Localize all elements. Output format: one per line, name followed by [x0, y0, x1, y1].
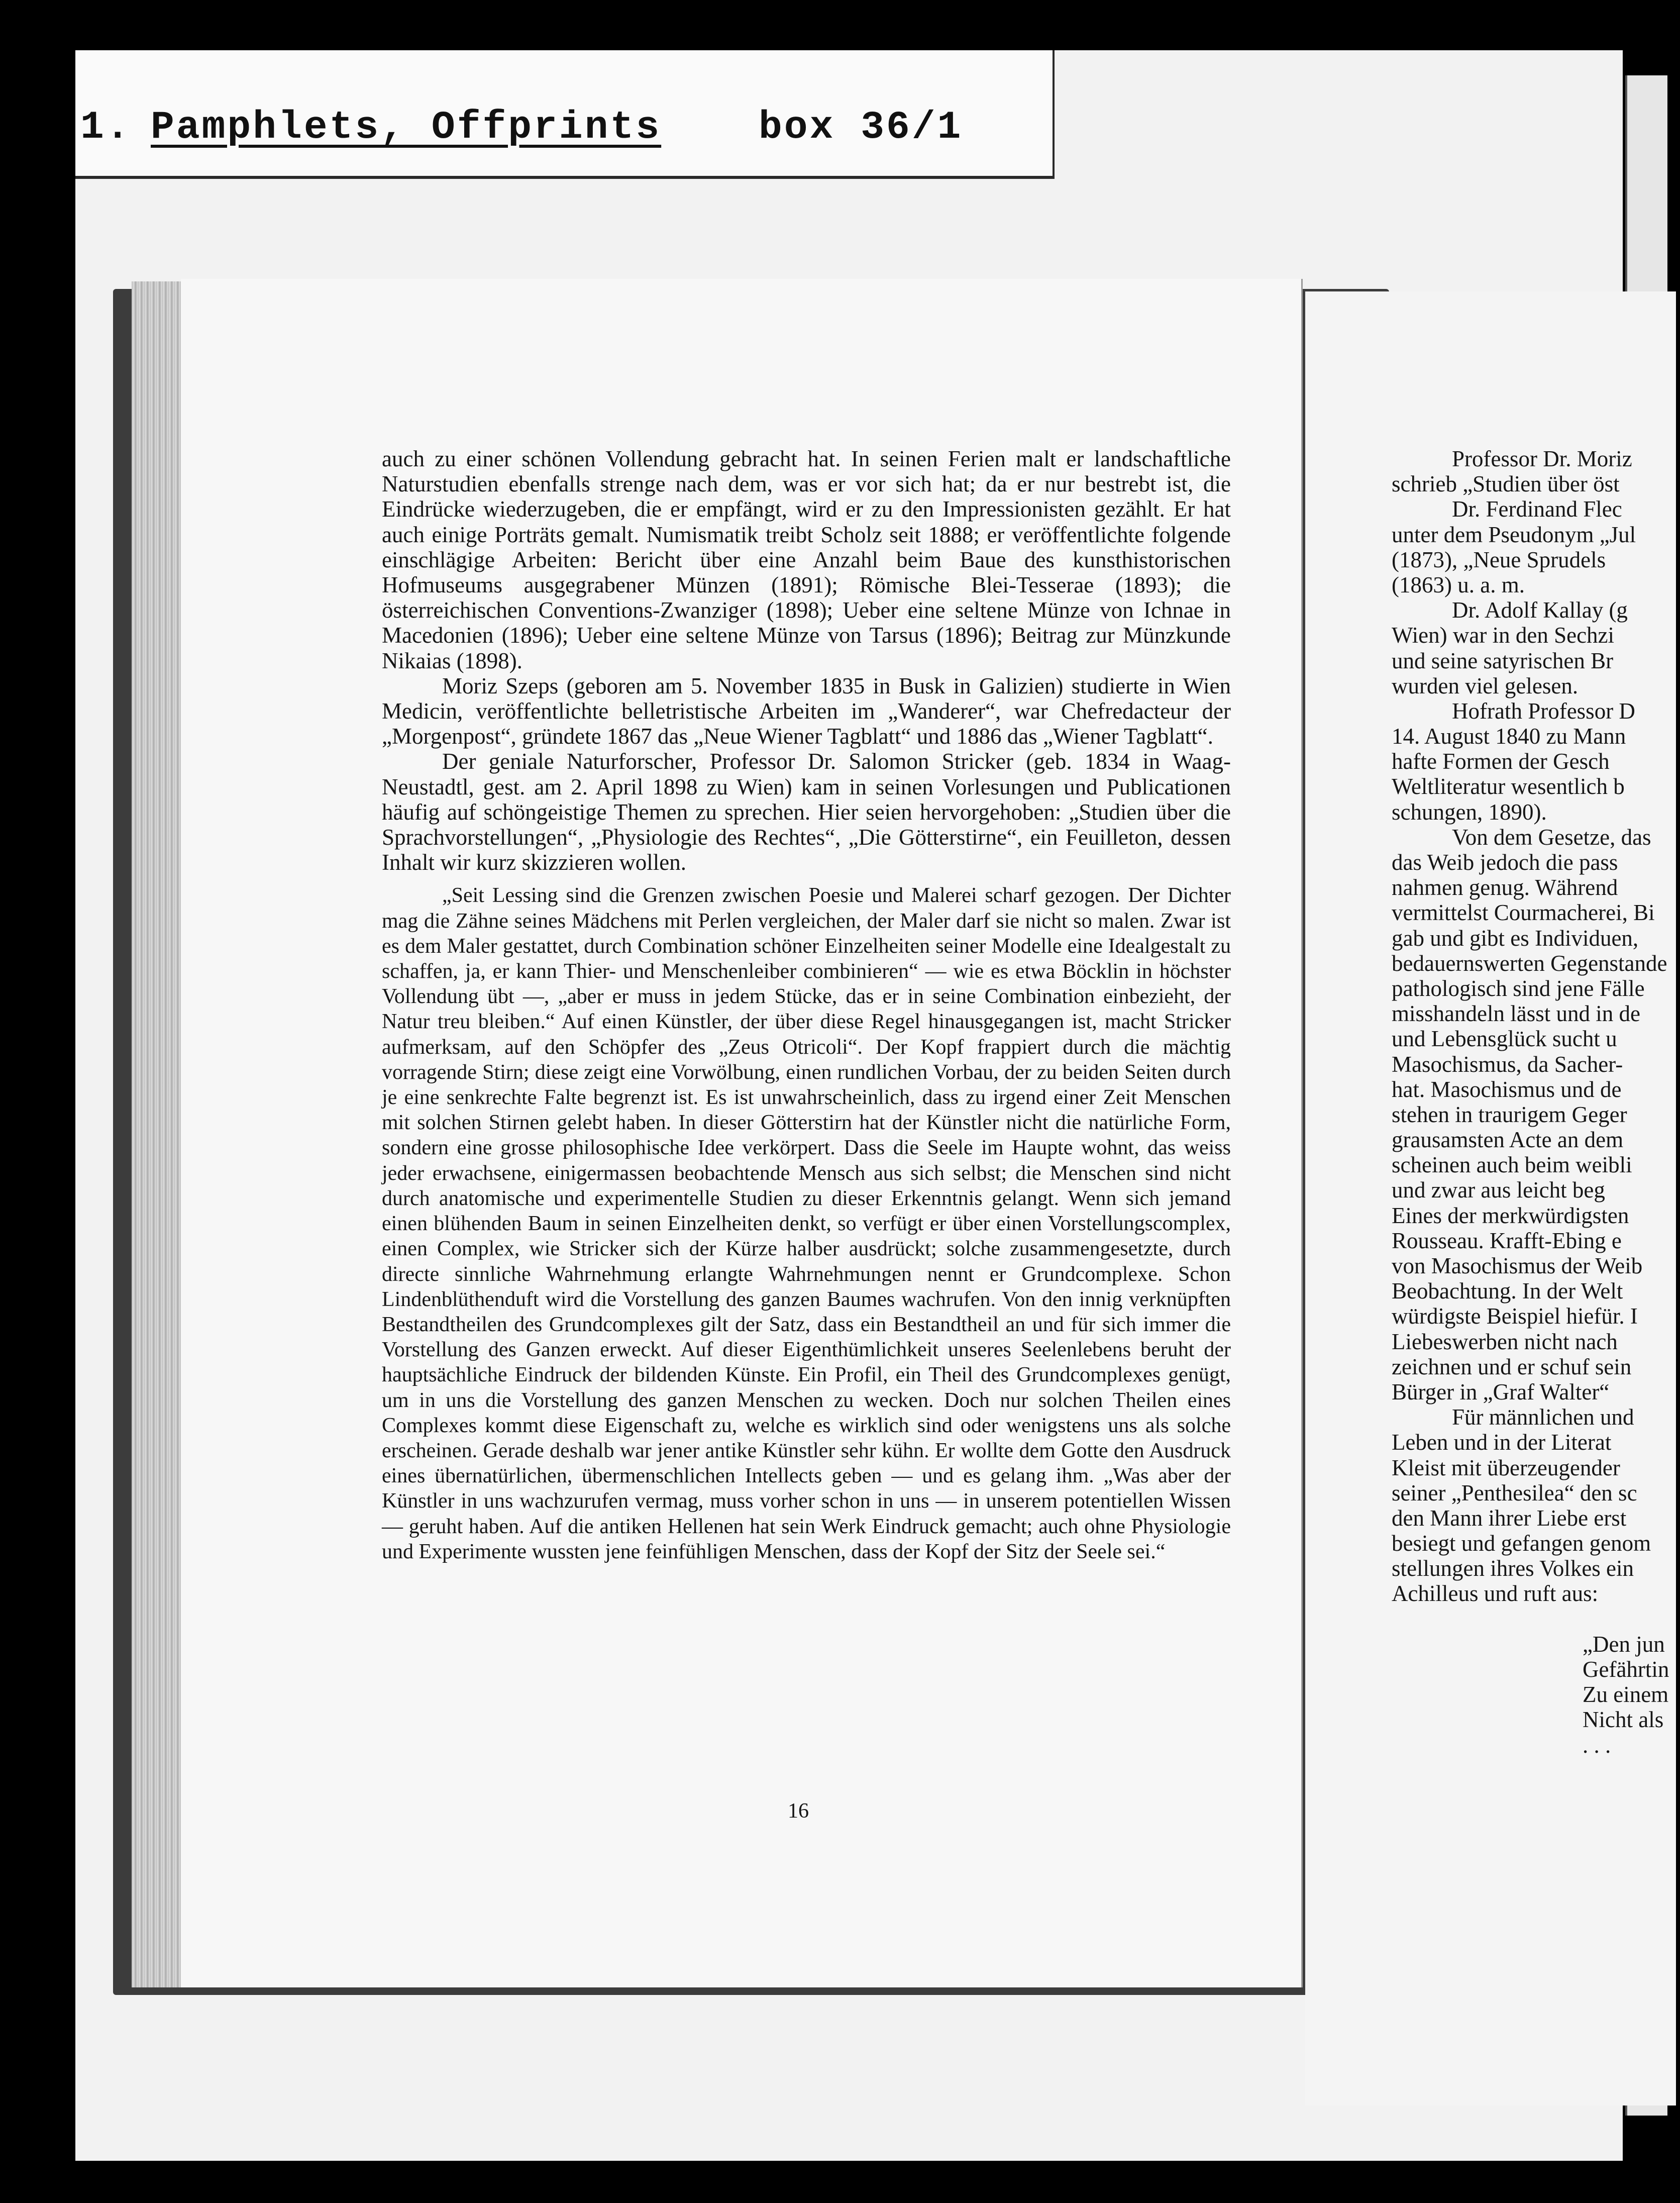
text-line: stehen in traurigem Geger	[1392, 1101, 1627, 1127]
text-line: Kleist mit überzeugender	[1392, 1455, 1620, 1480]
text-line: Leben und in der Literat	[1392, 1430, 1612, 1455]
text-line: Professor Dr. Moriz	[1452, 446, 1632, 471]
text-line: zeichnen und er schuf sein	[1392, 1354, 1632, 1379]
text-line: Wien) war in den Sechzi	[1392, 623, 1615, 648]
text-line	[1392, 1607, 1680, 1632]
text-line: schungen, 1890).	[1392, 799, 1547, 825]
text-line: Beobachtung. In der Welt	[1392, 1278, 1623, 1304]
text-line: besiegt und gefangen genom	[1392, 1531, 1651, 1556]
right-page-text	[1392, 446, 1680, 1758]
text-line: den Mann ihrer Liebe erst	[1392, 1505, 1627, 1531]
text-line: unter dem Pseudonym „Jul	[1392, 522, 1636, 547]
text-line: misshandeln lässt und in de	[1392, 1001, 1640, 1027]
text-line: Für männlichen und	[1452, 1405, 1634, 1430]
text-line: „Den jun	[1583, 1631, 1665, 1657]
page-edges	[132, 281, 187, 1987]
text-line: das Weib jedoch die pass	[1392, 850, 1618, 875]
text-line: Zu einem	[1583, 1682, 1669, 1708]
archive-label	[75, 50, 1055, 179]
text-line: Masochismus, da Sacher-	[1392, 1051, 1623, 1077]
paragraph-1: auch zu einer schönen Vollendung gebracht hat. In seinen Ferien malt er landschaftliche Naturstudien ebenfalls strenge nach dem, was er vor sich hat; da er nur bestrebt ist, die Eindrücke wiederzugeben, die er empfängt, wird er zu den Impressionisten gezählt. Er hat auch einige Porträts gemalt. Numismatik treibt Scholz seit 1888; er veröffentlichte folgende einschlägige Arbeiten: Bericht über eine Anzahl beim Baue des kunsthistorischen Hofmuseums ausgegrabener Münzen (1891); Römische Blei-Tesserae (1893); die österreichischen Conventions-Zwanziger (1898); Ueber eine seltene Münze von Ichnae in Macedonien (1896); Ueber eine seltene Münze von Tarsus (1896); Beitrag zur Münzkunde Nikaias (1898).	[382, 446, 1231, 673]
text-line: Bürger in „Graf Walter“	[1392, 1379, 1610, 1405]
text-line: nahmen genug. Während	[1392, 875, 1618, 900]
page-number: 16	[788, 1799, 809, 1823]
text-line: und zwar aus leicht beg	[1392, 1177, 1605, 1203]
text-line: bedauernswerten Gegenstande	[1392, 950, 1667, 976]
paragraph-3: Der geniale Naturforscher, Professor Dr. Salomon Stricker (geb. 1834 in Waag-Neustadtl, gest. am 2. April 1898 zu Wien) kam in seinen Vorlesungen und Publicationen häufig auf schöngeistige Themen zu sprechen. Hier seien hervorgehoben: „Studien über die Sprachvorstellungen“, „Physiologie des Rechtes“, „Die Götterstirne“, ein Feuilleton, dessen Inhalt wir kurz skizzieren wollen.	[382, 749, 1231, 875]
text-line: (1873), „Neue Sprudels	[1392, 547, 1606, 572]
text-line: hafte Formen der Gesch	[1392, 749, 1610, 774]
left-page-text	[382, 446, 1231, 1564]
text-line: grausamsten Acte an dem	[1392, 1127, 1624, 1153]
text-line: hat. Masochismus und de	[1392, 1076, 1622, 1102]
text-line: Von dem Gesetze, das	[1452, 824, 1651, 850]
label-box-number: box 36/1	[759, 106, 963, 150]
text-line: 14. August 1840 zu Mann	[1392, 724, 1626, 749]
text-line: (1863) u. a. m.	[1392, 572, 1525, 597]
paragraph-quote: „Seit Lessing sind die Grenzen zwischen Poesie und Malerei scharf gezogen. Der Dichter mag die Zähne seines Mädchens mit Perlen vergleichen, der Maler darf sie nicht so malen. Zwar ist es dem Maler gestattet, durch Combination schöner Einzelheiten seiner Modelle eine Idealgestalt zu schaffen, ja, er kann Thier- und Menschenleiber combinieren“ — wie es etwa Böcklin in höchster Vollendung übt —, „aber er muss in jedem Stücke, das er in seine Combination einbezieht, der Natur treu bleiben.“ Auf einen Künstler, der über diese Regel hinausgegangen ist, macht Stricker aufmerksam, auf den Schöpfer des „Zeus Otricoli“. Der Kopf frappiert durch die mächtig vorragende Stirn; diese zeigt eine Vorwölbung, einen rundlichen Vorbau, der zu beiden Seiten durch je eine senkrechte Falte begrenzt ist. Es ist unwahrscheinlich, dass zu irgend einer Zeit Menschen mit solchen Stirnen gelebt haben. In dieser Götterstirn hat der Künstler nicht die natürliche Form, sondern eine grosse philosophische Idee verkörpert. Dass die Seele im Haupte wohnt, das weiss jeder erwachsene, einigermassen beobachtende Mensch aus sich selbst; die Menschen sind nicht durch anatomische und experimentelle Studien zu dieser Erkenntnis gelangt. Wenn sich jemand einen blühenden Baum in seinen Einzelheiten denkt, so verfügt er über einen Vorstellungscomplex, einen Complex, wie Stricker sich der Kürze halber ausdrückt; solche zusammengesetzte, durch directe sinnliche Wahrnehmung erlangte Wahrnehmungen nennt er Grundcomplexe. Schon Lindenblüthenduft wird die Vorstellung des ganzen Baumes wachrufen. Von den innig verknüpften Bestandtheilen des Grundcomplexes gilt der Satz, dass ein Bestandtheil an und für sich immer die Vorstellung des Ganzen erweckt. Auf dieser Eigenthümlichkeit unseres Seelenlebens beruht der hauptsächliche Eindruck der bildenden Künste. Ein Profil, ein Theil des Grundcomplexes genügt, um in uns die Vorstellung des ganzen Menschen zu wecken. Doch nur solchen Theilen eines Complexes kommt diese Eigenschaft zu, welche es wirklich sind oder wenigstens uns als solche erscheinen. Gerade deshalb war jener antike Künstler sehr kühn. Er wollte dem Gotte den Ausdruck eines übernatürlichen, übermenschlichen Intellects geben — und es gelang ihm. „Was aber der Künstler in uns wachzurufen vermag, muss vorher schon in uns — in unserem potentiellen Wissen — geruht haben. Auf die antiken Hellenen hat sein Werk Eindruck gemacht; auch ohne Physiologie und Experimente wussten jene feinfühligen Menschen, dass der Kopf der Sitz der Seele sei.“	[382, 884, 1231, 1563]
text-line: Dr. Adolf Kallay (g	[1452, 597, 1628, 623]
text-line: seiner „Penthesilea“ den sc	[1392, 1480, 1637, 1506]
text-line: Gefährtin	[1583, 1657, 1669, 1682]
text-line: gab und gibt es Individuen,	[1392, 925, 1639, 951]
text-line: Dr. Ferdinand Flec	[1452, 496, 1622, 522]
text-line: schrieb „Studien über öst	[1392, 471, 1620, 497]
text-line: Rousseau. Krafft-Ebing e	[1392, 1228, 1622, 1253]
text-line: scheinen auch beim weibli	[1392, 1152, 1632, 1178]
text-line: stellungen ihres Volkes ein	[1392, 1556, 1634, 1581]
text-line: wurden viel gelesen.	[1392, 673, 1579, 698]
text-line: und Lebensglück sucht u	[1392, 1026, 1617, 1052]
label-number: 1.	[80, 106, 132, 150]
text-line: Nicht als	[1583, 1707, 1664, 1733]
text-line: würdigste Beispiel hiefür. I	[1392, 1304, 1638, 1329]
text-line: Eines der merkwürdigsten	[1392, 1203, 1629, 1228]
text-line: vermittelst Courmacherei, Bi	[1392, 900, 1655, 926]
label-title: Pamphlets, Offprints	[151, 106, 662, 150]
text-line: pathologisch sind jene Fälle	[1392, 975, 1645, 1001]
text-line: . . .	[1583, 1732, 1611, 1758]
text-line: von Masochismus der Weib	[1392, 1253, 1643, 1278]
text-line: Achilleus und ruft aus:	[1392, 1581, 1599, 1607]
text-line: Liebeswerben nicht nach	[1392, 1329, 1618, 1354]
paragraph-2: Moriz Szeps (geboren am 5. November 1835 in Busk in Galizien) studierte in Wien Medicin, veröffentlichte belletristische Arbeiten im „Wanderer“, war Chefredacteur der „Morgenpost“, gründete 1867 das „Neue Wiener Tagblatt“ und 1886 das „Wiener Tagblatt“.	[382, 673, 1231, 749]
text-line: Weltliteratur wesentlich b	[1392, 774, 1625, 799]
text-line: und seine satyrischen Br	[1392, 648, 1614, 673]
text-line: Hofrath Professor D	[1452, 698, 1635, 724]
